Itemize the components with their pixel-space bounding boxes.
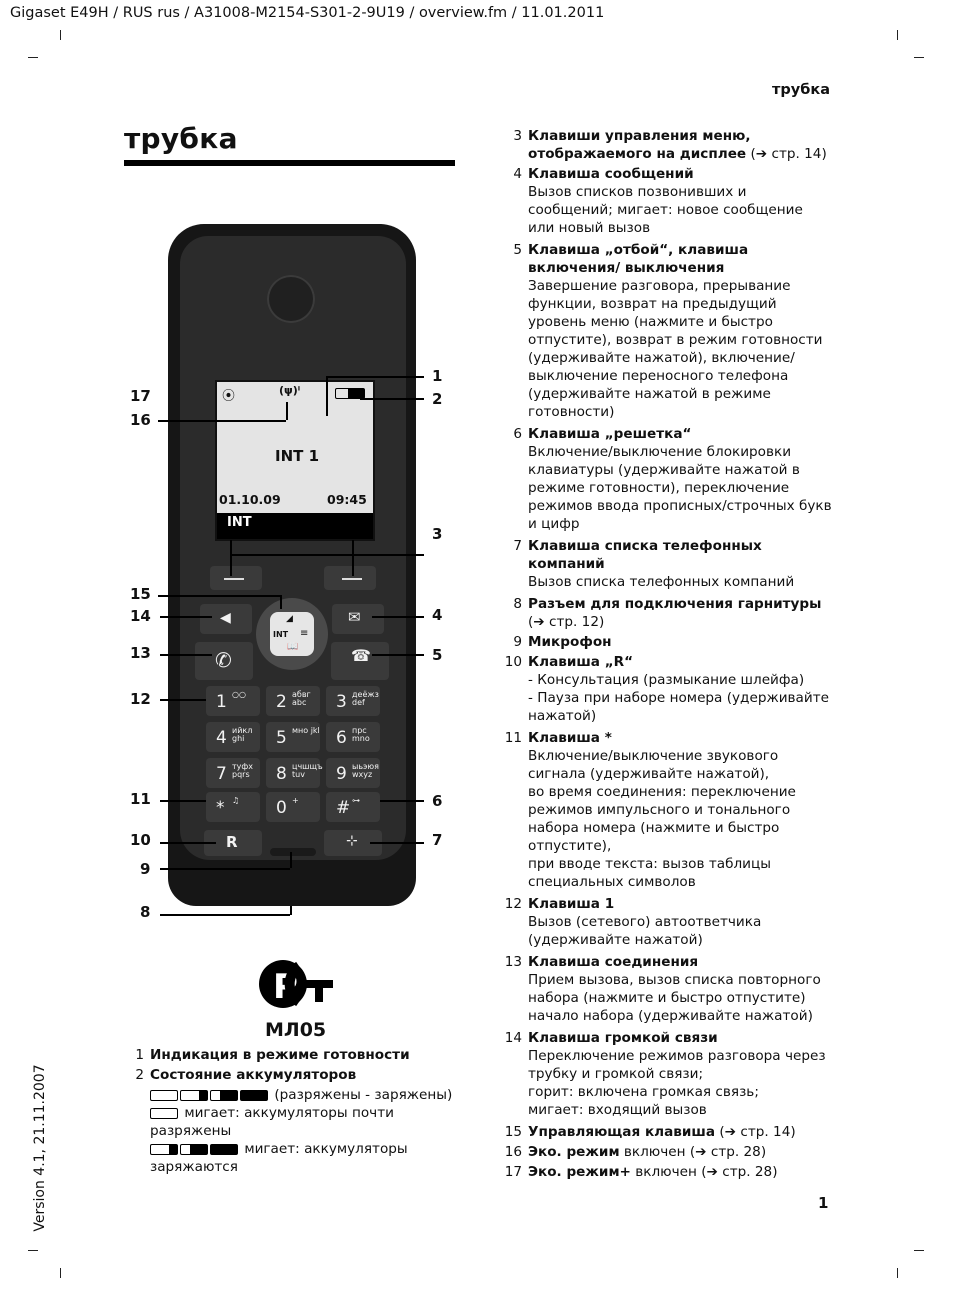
list-item: 11 Клавиша * Включение/выключение звукового сигнала (удерживайте нажатой), во время соединения: переключение режимов импульсного и тонального набора номера (нажмите и быстро отпустите), при вводе текста: вызов таблицы специальных символов: [504, 730, 796, 890]
end-call-icon: ☎: [351, 646, 371, 665]
nav-volume-icon: ◢: [286, 614, 293, 624]
key-digit: #: [336, 798, 351, 818]
message-key[interactable]: [332, 604, 384, 634]
key-7[interactable]: [206, 758, 260, 788]
list-item: 8 Разъем для подключения гарнитуры (➔ стр. 12): [513, 596, 822, 630]
battery-empty-icon: [150, 1090, 178, 1101]
end-call-key[interactable]: [331, 642, 389, 680]
battery-full-icon: [240, 1090, 268, 1101]
key-2[interactable]: [266, 686, 320, 716]
page-title: трубка: [124, 122, 238, 155]
title-rule: [124, 160, 455, 166]
crop-mark: [60, 1268, 61, 1278]
r-key-label: R: [226, 833, 238, 851]
key-8[interactable]: [266, 758, 323, 788]
callout-6: 6: [432, 792, 443, 810]
key-letters: мно jkl: [292, 726, 320, 735]
crop-mark: [28, 57, 38, 58]
crop-mark: [60, 30, 61, 40]
key-digit: 2: [276, 692, 287, 712]
running-title: трубка: [772, 82, 830, 98]
nav-menu-icon: ≡: [300, 628, 309, 639]
battery-third-icon: [180, 1090, 208, 1101]
callout-4: 4: [432, 606, 443, 624]
callout-14: 14: [130, 607, 151, 625]
key-star[interactable]: [206, 792, 260, 822]
control-key-center[interactable]: [270, 612, 314, 656]
key-letters: ○○: [232, 690, 246, 699]
list-item: 16 Эко. режим включен (➔ стр. 28): [504, 1144, 767, 1160]
battery-full-icon: [210, 1144, 238, 1155]
key-digit: 9: [336, 764, 347, 784]
handset-green-icon: ✆: [215, 648, 232, 672]
key-3[interactable]: [326, 686, 380, 716]
crop-mark: [914, 1250, 924, 1251]
battery-two-thirds-icon: [180, 1144, 208, 1155]
key-letters: ♫: [232, 796, 240, 805]
key-letters: ийкл ghi: [232, 726, 253, 743]
battery-third-icon: [150, 1144, 178, 1155]
list-item: 5 Клавиша „отбой“, клавиша включения/ выключения Завершение разговора, прерывание функции, возврат на предыдущий уровень меню (нажмите и быстро отпустите), возврат в режим готовности (удерживайте нажатой), включение/выключение переносного телефона (удерживайте нажатой в режиме готовности): [513, 242, 823, 420]
key-digit: 3: [336, 692, 347, 712]
svg-text:Р: Р: [273, 967, 298, 1007]
key-letters: ыьэюя wxyz: [352, 762, 379, 779]
display-softkey-bar: [217, 513, 373, 539]
microphone: [270, 848, 316, 856]
key-1[interactable]: [206, 686, 260, 716]
list-item: 3 Клавиши управления меню, отображаемого на дисплее (➔ стр. 14): [513, 128, 827, 162]
earpiece: [267, 275, 315, 323]
crop-mark: [897, 30, 898, 40]
key-digit: 8: [276, 764, 287, 784]
list-item: 13 Клавиша соединения Прием вызова, вызов списка повторного набора (нажмите и быстро отпустите) начало набора (удерживайте нажатой): [504, 954, 821, 1024]
nav-int-label: INT: [273, 630, 289, 639]
callout-1: 1: [432, 367, 443, 385]
display-date: 01.10.09: [219, 492, 281, 507]
key-digit: 7: [216, 764, 227, 784]
crop-mark: [897, 1268, 898, 1278]
pct-certification-logo: [255, 956, 335, 1016]
speaker-icon: ◀: [220, 610, 231, 626]
key-letters: цчшщъ tuv: [292, 762, 323, 779]
crop-mark: [28, 1250, 38, 1251]
key-letters: ⊶: [352, 796, 360, 805]
certification-code: МЛ05: [265, 1019, 327, 1041]
list-item: 15 Управляющая клавиша (➔ стр. 14): [504, 1124, 796, 1140]
left-display-key[interactable]: [210, 566, 262, 590]
key-digit: 1: [216, 692, 227, 712]
key-4[interactable]: [206, 722, 260, 752]
version-label: Version 4.1, 21.11.2007: [32, 1064, 48, 1232]
callout-3: 3: [432, 525, 443, 543]
key-digit: 5: [276, 728, 287, 748]
list-item: 2 Состояние аккумуляторов: [135, 1067, 357, 1083]
key-digit: 6: [336, 728, 347, 748]
battery-two-thirds-icon: [210, 1090, 238, 1101]
list-item: 9 Микрофон: [513, 634, 612, 650]
callout-8: 8: [140, 903, 151, 921]
callout-2: 2: [432, 390, 443, 408]
callout-7: 7: [432, 831, 443, 849]
callout-17: 17: [130, 387, 151, 405]
callout-13: 13: [130, 644, 151, 662]
display: [215, 380, 375, 541]
list-item: 12 Клавиша 1 Вызов (сетевого) автоответчика (удерживайте нажатой): [504, 896, 762, 948]
talk-key[interactable]: [195, 642, 253, 680]
key-letters: +: [292, 796, 299, 805]
list-item: 6 Клавиша „решетка“ Включение/выключение блокировки клавиатуры (удерживайте нажатой в режиме готовности), переключение режимов ввода прописных/строчных букв и цифр: [513, 426, 832, 532]
page-number: 1: [818, 1194, 829, 1212]
display-handset-name: INT 1: [275, 447, 320, 465]
key-digit: *: [216, 798, 225, 818]
envelope-icon: ✉: [348, 608, 361, 626]
battery-empty-icon: [150, 1108, 178, 1119]
eco-icon: ⦿: [222, 389, 236, 404]
battery-states: (разряжены - заряжены) мигает: аккумуляторы почти разряжены мигает: аккумуляторы заряжаются: [150, 1087, 453, 1175]
key-letters: абвг abc: [292, 690, 311, 707]
key-5[interactable]: [266, 722, 320, 752]
key-letters: туфх pqrs: [232, 762, 253, 779]
key-hash[interactable]: [326, 792, 380, 822]
callout-12: 12: [130, 690, 151, 708]
key-digit: 0: [276, 798, 287, 818]
list-item: 7 Клавиша списка телефонных компаний Вызов списка телефонных компаний: [513, 538, 795, 590]
eco-plus-icon: (ψ)ⁱ: [279, 384, 301, 397]
key-6[interactable]: [326, 722, 380, 752]
speaker-key[interactable]: [200, 604, 252, 634]
crop-mark: [914, 57, 924, 58]
right-display-key[interactable]: [324, 566, 376, 590]
list-item: 10 Клавиша „R“ - Консультация (размыкание шлейфа) - Пауза при наборе номера (удерживайте нажатой): [504, 654, 829, 724]
right-legend: [498, 127, 833, 1183]
list-item: 4 Клавиша сообщений Вызов списков позвонивших и сообщений; мигает: новое сообщение или новый вызов: [513, 166, 803, 236]
list-item: 1 Индикация в режиме готовности: [135, 1047, 410, 1063]
callout-15: 15: [130, 585, 151, 603]
callout-5: 5: [432, 646, 443, 664]
left-legend: [124, 1046, 454, 1176]
list-item: 14 Клавиша громкой связи Переключение режимов разговора через трубку и громкой связи; горит: включена громкая связь; мигает: входящий вызов: [504, 1030, 826, 1118]
softkey-int: INT: [227, 515, 252, 530]
key-letters: прс mno: [352, 726, 370, 743]
callout-9: 9: [140, 860, 151, 878]
callout-10: 10: [130, 831, 151, 849]
callout-16: 16: [130, 411, 151, 429]
key-letters: деёжз def: [352, 690, 379, 707]
callout-11: 11: [130, 790, 151, 808]
key-9[interactable]: [326, 758, 380, 788]
nav-phonebook-icon: 📖: [287, 642, 299, 652]
list-item: 17 Эко. режим+ включен (➔ стр. 28): [504, 1164, 778, 1180]
provider-list-icon: ⊹: [346, 833, 358, 849]
key-0[interactable]: [266, 792, 320, 822]
display-time: 09:45: [327, 492, 367, 507]
key-digit: 4: [216, 728, 227, 748]
file-header: Gigaset E49H / RUS rus / A31008-M2154-S301-2-9U19 / overview.fm / 11.01.2011: [10, 5, 605, 21]
